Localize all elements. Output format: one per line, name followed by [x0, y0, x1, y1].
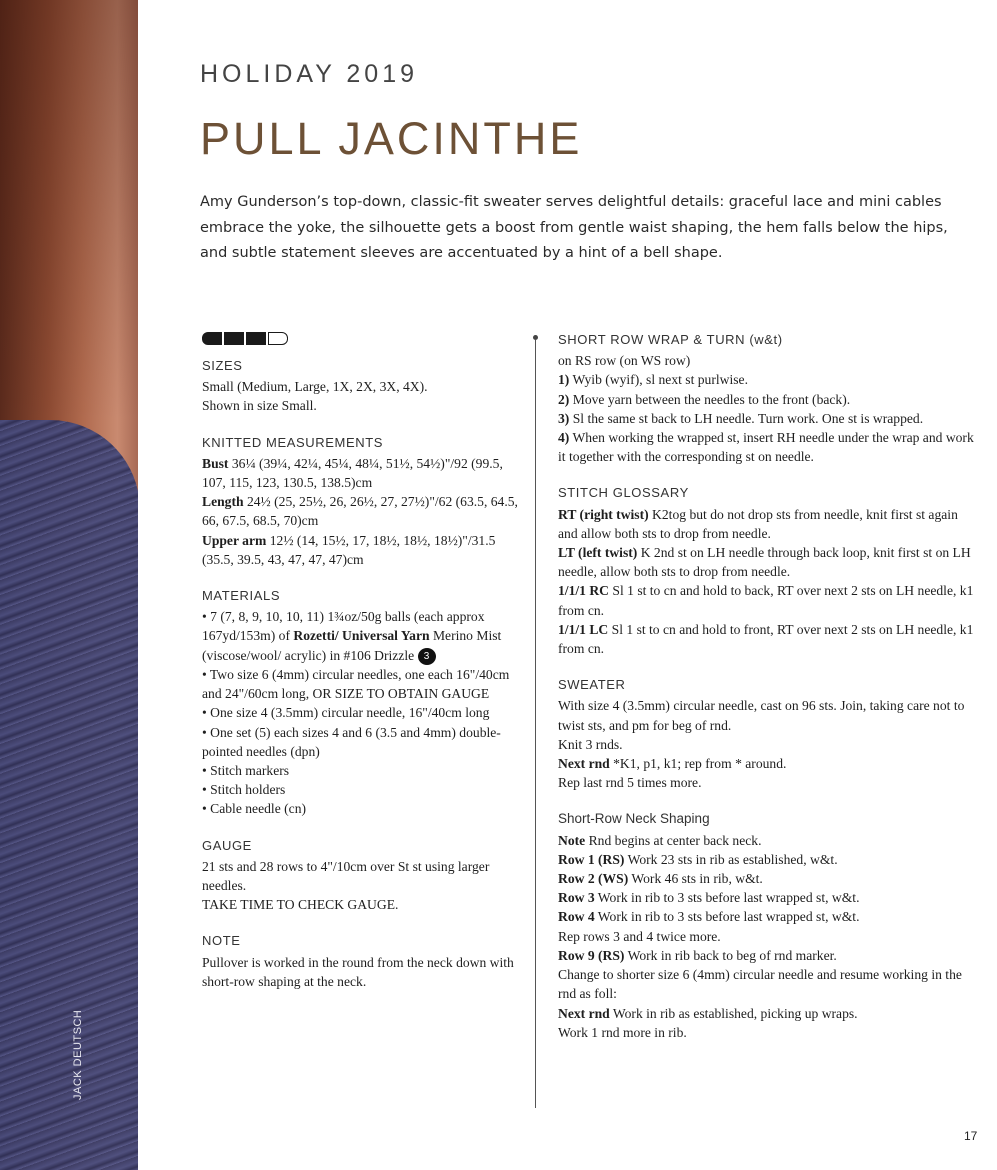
glossary-entry — [558, 543, 978, 581]
section-heading: SWEATER — [558, 677, 626, 693]
materials-text: • 7 (7, 8, 9, 10, 10, 11) 1¾oz/50g balls (each approx 167yd/153m) of — [202, 609, 485, 644]
instruction — [558, 831, 978, 850]
instruction: Rep rows 3 and 4 twice more. — [558, 928, 721, 944]
instruction — [558, 754, 978, 773]
materials-item — [202, 607, 520, 665]
glossary-term: LT (left twist) — [558, 545, 638, 561]
instruction-label: Row 1 (RS) — [558, 851, 625, 867]
instruction-label: Next rnd — [558, 756, 610, 772]
wrap-step — [558, 370, 978, 389]
instruction-label: Note — [558, 832, 586, 848]
materials-item: • One set (5) each sizes 4 and 6 (3.5 and 4mm) double-pointed needles (dpn) — [202, 724, 501, 759]
instruction-label: Row 2 (WS) — [558, 871, 629, 887]
instruction-label: Row 9 (RS) — [558, 947, 625, 963]
season-label: HOLIDAY 2019 — [200, 60, 419, 88]
left-column — [202, 332, 520, 1008]
instruction — [558, 869, 978, 888]
page-number: 17 — [964, 1129, 978, 1143]
materials-text: Merino Mist (viscose/wool/ acrylic) in #106 Drizzle — [202, 628, 502, 663]
glossary-term: 1/1/1 RC — [558, 583, 609, 599]
wrap-step — [558, 409, 978, 428]
note-section — [202, 931, 520, 991]
instruction — [558, 850, 978, 869]
gauge-section — [202, 836, 520, 915]
gauge-text: 21 sts and 28 rows to 4"/10cm over St st using larger needles. — [202, 858, 490, 894]
step-text: When working the wrapped st, insert RH needle under the wrap and work it together with the corresponding st on needle. — [558, 430, 974, 465]
materials-item: • Cable needle (cn) — [202, 801, 307, 817]
instruction: With size 4 (3.5mm) circular needle, cast on 96 sts. Join, taking care not to twist sts, and pm for beg of rnd. — [558, 698, 965, 733]
photo-background — [0, 0, 138, 420]
glossary-definition: Sl 1 st to cn and hold to front, RT over next 2 sts on LH needle, k1 from cn. — [558, 621, 974, 657]
materials-item: • Stitch markers — [202, 763, 290, 779]
glossary-term: RT (right twist) — [558, 506, 649, 522]
skill-level-segment — [246, 332, 266, 345]
pattern-title: PULL JACINTHE — [200, 113, 583, 164]
instruction: Change to shorter size 6 (4mm) circular needle and resume working in the rnd as foll: — [558, 967, 962, 1002]
bust-label: Bust — [202, 455, 229, 471]
length-measurement — [202, 492, 520, 530]
length-label: Length — [202, 494, 244, 510]
glossary-definition: K 2nd st on LH needle through back loop, knit first st on LH needle, allow both sts to drop from needle. — [558, 545, 971, 580]
step-number: 1) — [558, 372, 570, 388]
instruction: Rep last rnd 5 times more. — [558, 775, 702, 791]
section-heading: MATERIALS — [202, 588, 281, 604]
step-text: Move yarn between the needles to the front (back). — [569, 391, 851, 407]
materials-section — [202, 586, 520, 819]
section-heading: KNITTED MEASUREMENTS — [202, 434, 384, 450]
instruction-text: Work in rib to 3 sts before last wrapped st, w&t. — [594, 909, 860, 925]
instruction: Work 1 rnd more in rib. — [558, 1024, 687, 1040]
wrap-intro: on RS row (on WS row) — [558, 353, 691, 369]
section-heading: SHORT ROW WRAP & TURN (w&t) — [558, 332, 783, 347]
section-heading: STITCH GLOSSARY — [558, 485, 689, 501]
right-column — [558, 330, 978, 1059]
skill-level-icon — [202, 332, 520, 344]
yarn-brand: Rozetti/ Universal Yarn — [293, 628, 430, 644]
sweater-photo — [0, 0, 138, 1170]
skill-level-segment — [202, 332, 222, 345]
instruction-text: Work in rib to 3 sts before last wrapped st, w&t. — [594, 890, 860, 906]
stitch-glossary-section — [558, 483, 978, 658]
instruction — [558, 946, 978, 965]
step-number: 3) — [558, 410, 570, 426]
measurements-section — [202, 433, 520, 569]
materials-item: • Two size 6 (4mm) circular needles, one each 16"/40cm and 24"/60cm long, OR SIZE TO OBTAIN GAUGE — [202, 667, 510, 702]
upper-arm-label: Upper arm — [202, 532, 267, 548]
wrap-turn-section — [558, 330, 978, 466]
instruction-label: Row 4 — [558, 909, 595, 925]
knit-fabric-image — [0, 420, 138, 1170]
sizes-line: Shown in size Small. — [202, 398, 317, 414]
bust-measurement — [202, 454, 520, 492]
instruction-text: Rnd begins at center back neck. — [585, 832, 762, 848]
skill-level-segment — [224, 332, 244, 345]
sizes-line: Small (Medium, Large, 1X, 2X, 3X, 4X). — [202, 379, 428, 395]
instruction-text: Work in rib as established, picking up wraps. — [609, 1005, 858, 1021]
step-number: 2) — [558, 391, 570, 407]
length-value: 24½ (25, 25½, 26, 26½, 27, 27½)"/62 (63.5, 64.5, 66, 67.5, 68.5, 70)cm — [202, 494, 518, 529]
instruction: Knit 3 rnds. — [558, 736, 623, 752]
glossary-definition: Sl 1 st to cn and hold to back, RT over next 2 sts on LH needle, k1 from cn. — [558, 583, 974, 618]
gauge-check: TAKE TIME TO CHECK GAUGE. — [202, 897, 399, 913]
note-text: Pullover is worked in the round from the neck down with short-row shaping at the neck. — [202, 954, 514, 989]
glossary-term: 1/1/1 LC — [558, 621, 609, 637]
step-number: 4) — [558, 430, 570, 446]
upper-arm-measurement — [202, 531, 520, 569]
skill-level-segment — [268, 332, 288, 345]
materials-item: • One size 4 (3.5mm) circular needle, 16"/40cm long — [202, 705, 490, 721]
instruction — [558, 907, 978, 926]
instruction-label: Row 3 — [558, 890, 595, 906]
instruction-label: Next rnd — [558, 1005, 610, 1021]
instruction-text: Work in rib back to beg of rnd marker. — [624, 947, 837, 963]
instruction-text: Work 23 sts in rib as established, w&t. — [624, 851, 838, 867]
page-content — [138, 0, 997, 1170]
instruction — [558, 888, 978, 907]
subsection-heading: Short-Row Neck Shaping — [558, 811, 710, 827]
instruction-text: Work 46 sts in rib, w&t. — [628, 871, 763, 887]
sweater-section — [558, 675, 978, 792]
instruction — [558, 1004, 978, 1023]
bust-value: 36¼ (39¼, 42¼, 45¼, 48¼, 51½, 54½)"/92 (99.5, 107, 115, 123, 130.5, 138.5)cm — [202, 455, 503, 491]
intro-paragraph: Amy Gunderson’s top-down, classic-fit sweater serves delightful details: graceful lace and mini cables embrace the yoke, the silhouette gets a boost from gentle waist shaping, the hem falls below the hips, and subtle statement sleeves are accentuated by a hint of a bell shape. — [200, 194, 948, 261]
glossary-definition: K2tog but do not drop sts from needle, knit first st again and allow both sts to drop from needle. — [558, 506, 958, 541]
instruction-text: *K1, p1, k1; rep from * around. — [609, 756, 787, 772]
column-divider — [535, 340, 536, 1108]
step-text: Sl the same st back to LH needle. Turn work. One st is wrapped. — [569, 410, 924, 426]
upper-arm-value: 12½ (14, 15½, 17, 18½, 18½, 18½)"/31.5 (35.5, 39.5, 43, 47, 47, 47)cm — [202, 532, 496, 567]
yarn-weight-icon: 3 — [418, 648, 436, 665]
glossary-entry — [558, 620, 978, 658]
section-heading: GAUGE — [202, 837, 252, 853]
sizes-section — [202, 356, 520, 416]
section-heading: NOTE — [202, 933, 241, 949]
neck-shaping-section — [558, 809, 978, 1041]
wrap-step — [558, 390, 978, 409]
glossary-entry — [558, 505, 978, 543]
wrap-step — [558, 428, 978, 466]
section-heading: SIZES — [202, 358, 243, 373]
photo-credit: JACK DEUTSCH — [72, 1009, 84, 1100]
glossary-entry — [558, 581, 978, 619]
step-text: Wyib (wyif), sl next st purlwise. — [569, 372, 748, 388]
materials-item: • Stitch holders — [202, 782, 286, 798]
